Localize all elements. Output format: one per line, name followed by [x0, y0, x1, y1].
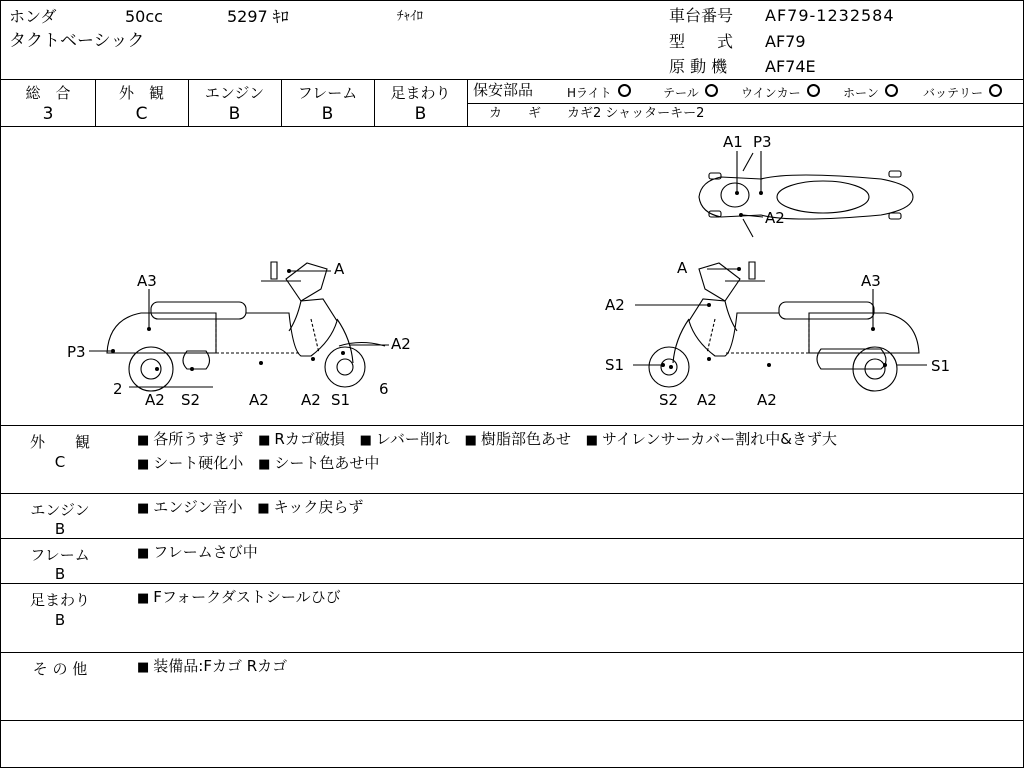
diagram-label: S2	[659, 391, 679, 409]
frame-section-title: フレーム	[30, 546, 90, 564]
diagram-label: P3	[67, 343, 86, 361]
diagram-label: S2	[181, 391, 201, 409]
exterior-remarks	[137, 428, 847, 476]
engine-remarks	[137, 496, 373, 520]
bullet-square-icon: ■	[137, 591, 150, 606]
remark-item: シート硬化小	[153, 454, 244, 472]
engine-value: AF74E	[765, 57, 816, 76]
suspension-grade: B	[414, 104, 427, 124]
key-label: カ ギ	[489, 106, 542, 121]
bullet-square-icon: ■	[137, 546, 150, 561]
safety-label: 保安部品	[473, 81, 534, 99]
diagram-label: A	[334, 260, 345, 278]
remark-item: 各所うすきず	[153, 430, 244, 448]
suspension-grade-label: 足まわり	[390, 84, 451, 102]
frame-grade-label: フレーム	[297, 84, 358, 102]
diagram-label: 2	[113, 380, 123, 398]
remark-item: 樹脂部色あせ	[480, 430, 571, 448]
diagram-label: A2	[697, 391, 717, 409]
engine-grade: B	[228, 104, 241, 124]
remark-item: 装備品:Fカゴ Rカゴ	[153, 657, 288, 675]
frame-grade: B	[321, 104, 334, 124]
remark-item: フレームさび中	[153, 543, 258, 561]
remark-item: サイレンサーカバー割れ中&きず大	[602, 430, 838, 448]
bullet-square-icon: ■	[258, 457, 271, 472]
engine-section-grade: B	[54, 520, 66, 538]
diagram-label: A1	[723, 133, 743, 151]
engine-grade-label: エンジン	[204, 84, 265, 102]
other-section-title: そ の 他	[32, 660, 88, 678]
frame-section-grade: B	[54, 565, 66, 583]
diagram-label: A3	[137, 272, 157, 290]
diagram-label: S1	[605, 356, 625, 374]
exterior-label: 外 観	[118, 84, 164, 102]
safety-item: テール	[663, 84, 718, 99]
remark-item: Fフォークダストシールひび	[153, 588, 341, 606]
model-name: タクトベーシック	[9, 31, 145, 51]
type-value: AF79	[765, 32, 806, 51]
diagram-label: A2	[391, 335, 411, 353]
safety-item: バッテリー	[923, 84, 1002, 99]
diagram-label: S1	[931, 357, 951, 375]
safety-item: ホーン	[843, 84, 898, 99]
remark-item: Rカゴ破損	[274, 430, 345, 448]
diagram-label: A2	[757, 391, 777, 409]
exterior-section-grade: C	[54, 453, 66, 471]
diagram-label: A2	[145, 391, 165, 409]
exterior-grade: C	[135, 104, 148, 124]
diagram-label: A2	[605, 296, 625, 314]
bullet-square-icon: ■	[258, 433, 271, 448]
bullet-square-icon: ■	[464, 433, 477, 448]
diagram-label: 6	[379, 380, 389, 398]
mileage: 5297 ｷﾛ	[227, 7, 289, 26]
safety-item: ウインカー	[741, 84, 820, 99]
key-value: カギ2 シャッターキー2	[567, 106, 705, 121]
remark-item: シート色あせ中	[274, 454, 380, 472]
scooter-top-view-outline	[699, 153, 913, 237]
type-label: 型 式	[669, 32, 734, 51]
safety-item: Hライト	[567, 84, 631, 99]
bullet-square-icon: ■	[137, 660, 150, 675]
bullet-square-icon: ■	[359, 433, 372, 448]
bullet-square-icon: ■	[137, 457, 150, 472]
damage-diagram	[1, 1, 1024, 769]
displacement: 50cc	[125, 7, 163, 26]
remark-item: エンジン音小	[153, 498, 243, 516]
diagram-label: P3	[753, 133, 772, 151]
overall-label: 総 合	[25, 84, 71, 102]
suspension-remarks	[137, 586, 351, 610]
suspension-section-grade: B	[54, 611, 66, 629]
bullet-square-icon: ■	[137, 501, 150, 516]
engine-label: 原 動 機	[669, 57, 728, 76]
frame-remarks	[137, 541, 268, 565]
diagram-label: S1	[331, 391, 351, 409]
diagram-label: A	[677, 259, 688, 277]
exterior-section-title: 外 観	[29, 433, 90, 451]
frame-no-label: 車台番号	[669, 6, 734, 25]
diagram-label: A2	[249, 391, 269, 409]
bullet-square-icon: ■	[137, 433, 150, 448]
overall-grade: 3	[42, 104, 54, 124]
diagram-label: A3	[861, 272, 881, 290]
color: ﾁｬｲﾛ	[397, 9, 423, 24]
diagram-label: A2	[765, 209, 785, 227]
diagram-label: A2	[301, 391, 321, 409]
remark-item: レバー削れ	[375, 430, 450, 448]
frame-no: AF79-1232584	[765, 6, 895, 25]
bullet-square-icon: ■	[257, 501, 270, 516]
engine-section-title: エンジン	[30, 501, 90, 519]
maker: ホンダ	[9, 7, 57, 26]
remark-item: キック戻らず	[273, 498, 364, 516]
bullet-square-icon: ■	[585, 433, 599, 448]
suspension-section-title: 足まわり	[29, 591, 90, 609]
other-remarks	[137, 655, 297, 679]
